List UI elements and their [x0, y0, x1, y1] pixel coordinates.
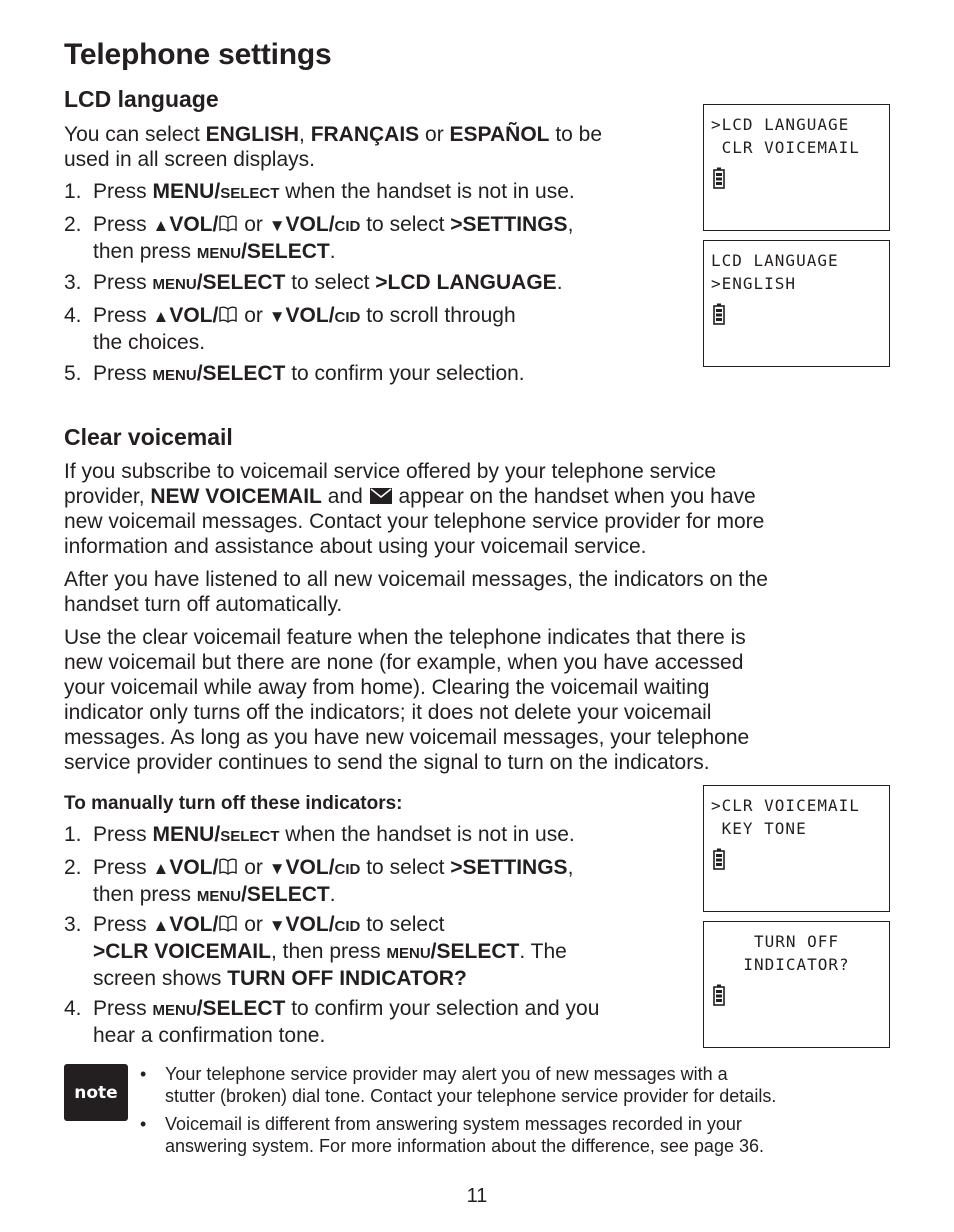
lcd-step-1: 1. Press MENU/SELECT when the handset is not in use. — [64, 180, 575, 203]
lcd-screen-2: LCD LANGUAGE >ENGLISH — [703, 240, 890, 367]
battery-icon — [713, 167, 725, 189]
battery-icon — [713, 303, 725, 325]
triangle-down-icon: ▼ — [268, 859, 286, 878]
triangle-up-icon: ▲ — [152, 216, 170, 235]
battery-icon — [713, 984, 725, 1006]
cv-screen-1: >CLR VOICEMAIL KEY TONE — [703, 785, 890, 912]
lcd-intro: You can select ENGLISH, FRANÇAIS or ESPAÑOL to be used in all screen displays. — [64, 123, 603, 171]
phonebook-icon — [218, 915, 238, 933]
cv-step-2: 2. Press ▲VOL/ or ▼VOL/CID to select >SETTINGS, then press MENU/SELECT. — [64, 856, 574, 906]
triangle-down-icon: ▼ — [268, 916, 286, 935]
cv-paragraph-1: If you subscribe to voicemail service offered by your telephone service provider, NEW VOICEMAIL and appear on the handset when you have new voicemail messages. Contact your telephone service provider for more information and assistance about using your voicemail service. — [64, 460, 765, 558]
bullet-icon: • — [140, 1114, 147, 1134]
triangle-up-icon: ▲ — [152, 307, 170, 326]
triangle-down-icon: ▼ — [268, 216, 286, 235]
phonebook-icon — [218, 215, 238, 233]
lcd-screen-1: >LCD LANGUAGE CLR VOICEMAIL — [703, 104, 890, 231]
cv-paragraph-3: Use the clear voicemail feature when the telephone indicates that there is new voicemail but there are none (for example, when you have accessed your voicemail while away from home). Clearing the voicemail waiting indicator only turns off the indicators; it does not delete your voicemail messages. As long as you have new voicemail messages, your telephone service provider continues to send the signal to turn on the indicators. — [64, 626, 750, 774]
lcd-step-5: 5. Press MENU/SELECT to confirm your selection. — [64, 362, 525, 385]
lcd-step-2: 2. Press ▲VOL/ or ▼VOL/CID to select >SETTINGS, then press MENU/SELECT. — [64, 213, 574, 263]
phonebook-icon — [218, 306, 238, 324]
cv-screen-2: TURN OFF INDICATOR? — [703, 921, 890, 1048]
voicemail-envelope-icon — [369, 487, 393, 505]
note-badge: note — [64, 1064, 128, 1121]
cv-step-3: 3. Press ▲VOL/ or ▼VOL/CID to select >CLR VOICEMAIL, then press MENU/SELECT. The screen shows TURN OFF INDICATOR? — [64, 913, 567, 990]
lcd-step-4: 4. Press ▲VOL/ or ▼VOL/CID to scroll through the choices. — [64, 304, 516, 354]
triangle-up-icon: ▲ — [152, 916, 170, 935]
page-number: 11 — [466, 1185, 488, 1207]
note-bullet-1: • Your telephone service provider may alert you of new messages with a stutter (broken) dial tone. Contact your telephone service provider for details. — [140, 1064, 777, 1106]
triangle-up-icon: ▲ — [152, 859, 170, 878]
battery-icon — [713, 848, 725, 870]
lcd-language-heading: LCD language — [64, 86, 219, 112]
cv-paragraph-2: After you have listened to all new voicemail messages, the indicators on the handset turn off automatically. — [64, 568, 768, 616]
page-title: Telephone settings — [64, 38, 332, 71]
clear-voicemail-heading: Clear voicemail — [64, 424, 233, 450]
manual-heading: To manually turn off these indicators: — [64, 793, 403, 814]
cv-step-1: 1. Press MENU/SELECT when the handset is not in use. — [64, 823, 575, 846]
bullet-icon: • — [140, 1064, 147, 1084]
cv-step-4: 4. Press MENU/SELECT to confirm your selection and you hear a confirmation tone. — [64, 997, 600, 1047]
triangle-down-icon: ▼ — [268, 307, 286, 326]
note-bullet-2: • Voicemail is different from answering system messages recorded in your answering system. For more information about the difference, see page 36. — [140, 1114, 764, 1156]
phonebook-icon — [218, 858, 238, 876]
lcd-step-3: 3. Press MENU/SELECT to select >LCD LANGUAGE. — [64, 271, 563, 294]
